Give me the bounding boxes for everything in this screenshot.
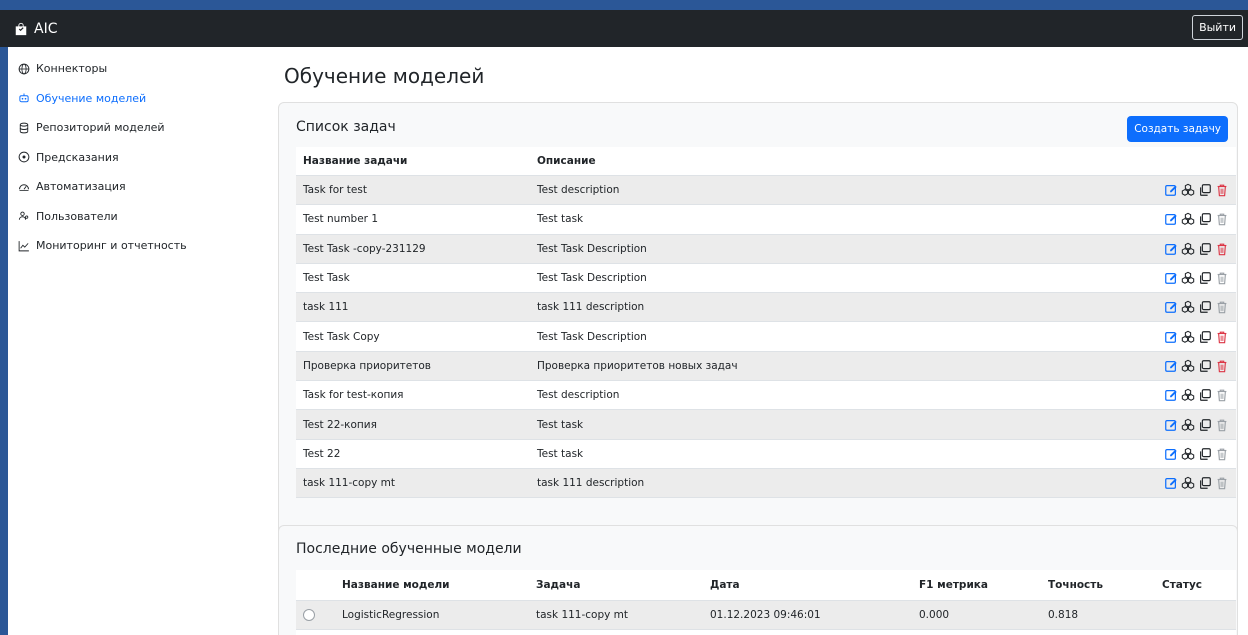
edit-icon[interactable] [1164,447,1178,461]
task-name-cell: Test 22 [296,439,530,468]
graph-icon [18,240,30,252]
create-task-button[interactable]: Создать задачу [1127,116,1228,142]
task-actions [1041,322,1236,351]
edit-icon[interactable] [1164,388,1178,402]
edit-icon[interactable] [1164,418,1178,432]
copy-icon[interactable] [1198,300,1212,314]
task-description-cell: Test Task Description [530,322,1041,351]
model-f1-cell: 0.000 [912,601,1041,630]
boxes-icon[interactable] [1181,271,1195,285]
table-row[interactable] [296,176,1236,205]
copy-icon[interactable] [1198,242,1212,256]
boxes-icon[interactable] [1181,418,1195,432]
models-table [296,570,1236,635]
column-header-status: Статус [1155,570,1236,601]
people-icon [18,210,30,222]
edit-icon[interactable] [1164,212,1178,226]
task-actions [1041,468,1236,497]
main-content [266,47,1248,635]
bag-icon [14,22,28,36]
task-description-cell: Test task [530,439,1041,468]
task-actions [1041,351,1236,380]
sidebar-item[interactable] [8,172,266,202]
sidebar-item[interactable] [8,231,266,261]
copy-icon[interactable] [1198,330,1212,344]
app-name: AIC [34,20,58,37]
model-status-cell [1155,601,1236,630]
edit-icon[interactable] [1164,476,1178,490]
sidebar-item[interactable] [8,113,266,143]
trash-icon[interactable] [1215,359,1229,373]
task-name-cell: task 111-copy mt [296,468,530,497]
table-row[interactable] [296,410,1236,439]
task-name-cell: Test Task -copy-231129 [296,234,530,263]
tasks-card [278,102,1238,561]
model-accuracy-cell: 0.818 [1041,601,1155,630]
tasks-table-header [296,147,1236,176]
column-header-date: Дата [703,570,912,601]
task-name-cell: Task for test [296,176,530,205]
models-card-title: Последние обученные модели [296,541,522,557]
app-body [8,47,1248,635]
boxes-icon[interactable] [1181,359,1195,373]
trash-icon[interactable] [1215,183,1229,197]
trash-icon[interactable] [1215,418,1229,432]
trash-icon[interactable] [1215,447,1229,461]
table-row[interactable] [296,322,1236,351]
sidebar-item-label: Обучение моделей [36,91,147,105]
edit-icon[interactable] [1164,330,1178,344]
models-table-header [296,570,1236,601]
column-header-description: Описание [530,147,1041,176]
page-title: Обучение моделей [284,64,485,88]
table-row[interactable] [296,263,1236,292]
tasks-table [296,147,1236,498]
task-name-cell: Test 22-копия [296,410,530,439]
model-select-radio[interactable] [296,601,335,630]
table-row[interactable] [296,351,1236,380]
task-description-cell: Test Task Description [530,263,1041,292]
model-select-radio[interactable] [296,630,335,635]
boxes-icon[interactable] [1181,330,1195,344]
boxes-icon[interactable] [1181,300,1195,314]
models-card [278,525,1238,635]
database-icon [18,122,30,134]
task-actions [1041,293,1236,322]
sidebar [8,47,266,635]
table-row[interactable] [296,439,1236,468]
column-header-select [296,570,335,601]
sidebar-item[interactable] [8,84,266,114]
sidebar-item-label: Автоматизация [36,180,126,194]
edit-icon[interactable] [1164,242,1178,256]
table-row[interactable] [296,234,1236,263]
task-actions [1041,263,1236,292]
disc-icon [18,151,30,163]
column-header-task: Задача [529,570,703,601]
task-description-cell: Test description [530,176,1041,205]
sidebar-item-label: Пользователи [36,209,118,223]
table-row[interactable] [296,630,1236,635]
column-header-f1: F1 метрика [912,570,1041,601]
task-description-cell: Проверка приоритетов новых задач [530,351,1041,380]
column-header-task-name: Название задачи [296,147,530,176]
table-row[interactable] [296,601,1236,630]
task-actions [1041,205,1236,234]
window-border [0,47,8,635]
model-name-cell: LogisticRegression [335,601,529,630]
copy-icon[interactable] [1198,359,1212,373]
edit-icon[interactable] [1164,271,1178,285]
task-name-cell: Test number 1 [296,205,530,234]
trash-icon[interactable] [1215,271,1229,285]
task-actions [1041,176,1236,205]
model-task-cell: task 111-copy mt [529,601,703,630]
task-actions [1041,234,1236,263]
boxes-icon[interactable] [1181,183,1195,197]
sidebar-item[interactable] [8,143,266,173]
sidebar-item-label: Репозиторий моделей [36,121,165,135]
sidebar-item-label: Мониторинг и отчетность [36,239,187,253]
sidebar-item[interactable] [8,202,266,232]
task-name-cell: Test Task [296,263,530,292]
column-header-model-name: Название модели [335,570,529,601]
top-navbar [0,10,1248,47]
boxes-icon[interactable] [1181,388,1195,402]
task-name-cell: task 111 [296,293,530,322]
logout-button[interactable]: Выйти [1192,15,1243,40]
task-description-cell: Test task [530,410,1041,439]
task-description-cell: Test Task Description [530,234,1041,263]
boxes-icon[interactable] [1181,476,1195,490]
task-description-cell: Test task [530,205,1041,234]
edit-icon[interactable] [1164,183,1178,197]
boxes-icon[interactable] [1181,242,1195,256]
column-header-actions [1041,147,1236,176]
task-description-cell: task 111 description [530,468,1041,497]
robot-icon [18,92,30,104]
trash-icon[interactable] [1215,300,1229,314]
sidebar-item[interactable] [8,54,266,84]
copy-icon[interactable] [1198,476,1212,490]
table-row[interactable] [296,468,1236,497]
task-actions [1041,439,1236,468]
trash-icon[interactable] [1215,242,1229,256]
globe-icon [18,63,30,75]
column-header-accuracy: Точность [1041,570,1155,601]
trash-icon[interactable] [1215,330,1229,344]
boxes-icon[interactable] [1181,447,1195,461]
edit-icon[interactable] [1164,300,1178,314]
sidebar-item-label: Предсказания [36,150,119,164]
task-description-cell: Test description [530,381,1041,410]
sidebar-item-label: Коннекторы [36,62,108,76]
task-name-cell: Task for test-копия [296,381,530,410]
table-row[interactable] [296,293,1236,322]
copy-icon[interactable] [1198,271,1212,285]
task-description-cell: task 111 description [530,293,1041,322]
copy-icon[interactable] [1198,183,1212,197]
copy-icon[interactable] [1198,212,1212,226]
speedometer-icon [18,181,30,193]
trash-icon[interactable] [1215,212,1229,226]
task-name-cell: Проверка приоритетов [296,351,530,380]
task-name-cell: Test Task Copy [296,322,530,351]
edit-icon[interactable] [1164,359,1178,373]
task-actions [1041,381,1236,410]
trash-icon[interactable] [1215,388,1229,402]
model-date-cell: 01.12.2023 09:46:01 [703,601,912,630]
copy-icon[interactable] [1198,447,1212,461]
copy-icon[interactable] [1198,388,1212,402]
trash-icon[interactable] [1215,476,1229,490]
task-actions [1041,410,1236,439]
copy-icon[interactable] [1198,418,1212,432]
brand[interactable] [14,21,57,37]
tasks-card-title: Список задач [296,119,396,135]
table-row[interactable] [296,381,1236,410]
table-row[interactable] [296,205,1236,234]
boxes-icon[interactable] [1181,212,1195,226]
